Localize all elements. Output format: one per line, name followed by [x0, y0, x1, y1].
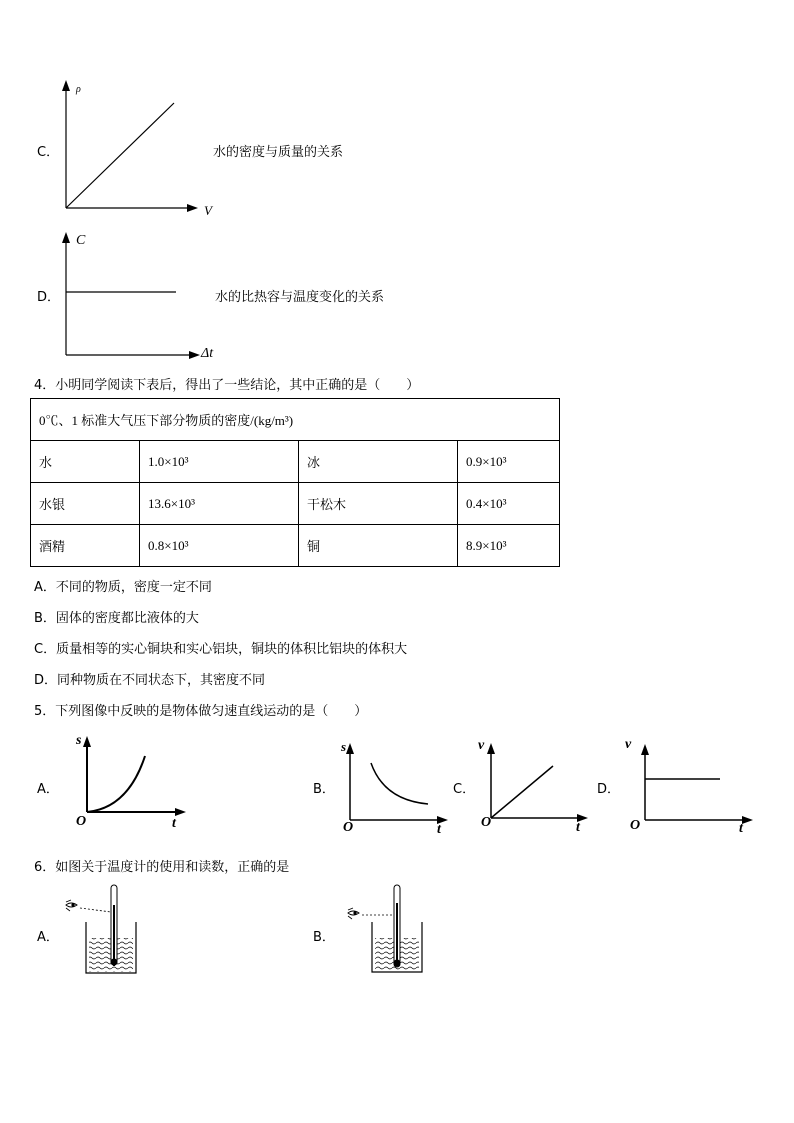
- option-d-caption: 水的比热容与温度变化的关系: [215, 290, 385, 305]
- graph-d-letter: D．: [597, 782, 621, 797]
- option-c-label: C．: [37, 145, 60, 160]
- table-cell: 0.4×10³: [458, 483, 560, 525]
- table-cell: 水银: [31, 483, 140, 525]
- table-cell: 铜: [299, 525, 458, 567]
- thermometer-setup-a: [66, 885, 136, 973]
- y-axis-label: C: [76, 233, 86, 248]
- graph-d-origin: O: [630, 818, 641, 833]
- option-c-caption: 水的密度与质量的关系: [213, 145, 344, 160]
- graph-a-letter: A．: [37, 782, 59, 797]
- question-4: 4．小明同学阅读下表后，得出了一些结论，其中正确的是（ ）: [34, 378, 420, 393]
- graph-d-y-label: v: [625, 737, 632, 752]
- option-c: C．质量相等的实心铜块和实心铝块，铜块的体积比铝块的体积大: [34, 642, 408, 657]
- question-5: 5．下列图像中反映的是物体做匀速直线运动的是（ ）: [34, 704, 368, 719]
- table-cell: 0.8×10³: [140, 525, 299, 567]
- table-cell: 13.6×10³: [140, 483, 299, 525]
- table-cell: 干松木: [299, 483, 458, 525]
- thermometer-setup-b: [348, 885, 422, 972]
- table-cell: 水: [31, 441, 140, 483]
- x-axis-label: Δt: [201, 346, 214, 361]
- graph-a-origin: O: [76, 814, 87, 829]
- graph-c-y-label: v: [478, 738, 485, 753]
- table-cell: 酒精: [31, 525, 140, 567]
- option-d-label: D．: [37, 290, 61, 305]
- graph-b-x-label: t: [437, 822, 441, 837]
- option-b-letter: B．: [313, 930, 335, 945]
- table-cell: 冰: [299, 441, 458, 483]
- graph-c-x-label: t: [576, 820, 580, 835]
- eye-icon: [348, 908, 359, 919]
- graph-d-x-label: t: [739, 821, 743, 836]
- option-b: B．固体的密度都比液体的大: [34, 611, 199, 626]
- graph-a-y-label: s: [76, 733, 82, 748]
- graph-b-y-label: s: [341, 739, 347, 754]
- graph-c-origin: O: [481, 815, 492, 830]
- eye-icon: [66, 900, 77, 911]
- table-header: 0℃、1 标准大气压下部分物质的密度/(kg/m³): [31, 399, 560, 441]
- graph-a-x-label: t: [172, 816, 176, 831]
- y-axis-label: ρ: [76, 84, 81, 95]
- graph-b-origin: O: [343, 820, 354, 835]
- table-cell: 0.9×10³: [458, 441, 560, 483]
- table-cell: 1.0×10³: [140, 441, 299, 483]
- graph-b-letter: B．: [313, 782, 335, 797]
- question-6: 6．如图关于温度计的使用和读数，正确的是: [34, 860, 290, 875]
- table-cell: 8.9×10³: [458, 525, 560, 567]
- option-a: A．不同的物质，密度一定不同: [34, 580, 212, 595]
- option-d: D．同种物质在不同状态下，其密度不同: [34, 673, 266, 688]
- graph-c-letter: C．: [453, 782, 476, 797]
- x-axis-label: V: [204, 203, 212, 218]
- option-a-letter: A．: [37, 930, 59, 945]
